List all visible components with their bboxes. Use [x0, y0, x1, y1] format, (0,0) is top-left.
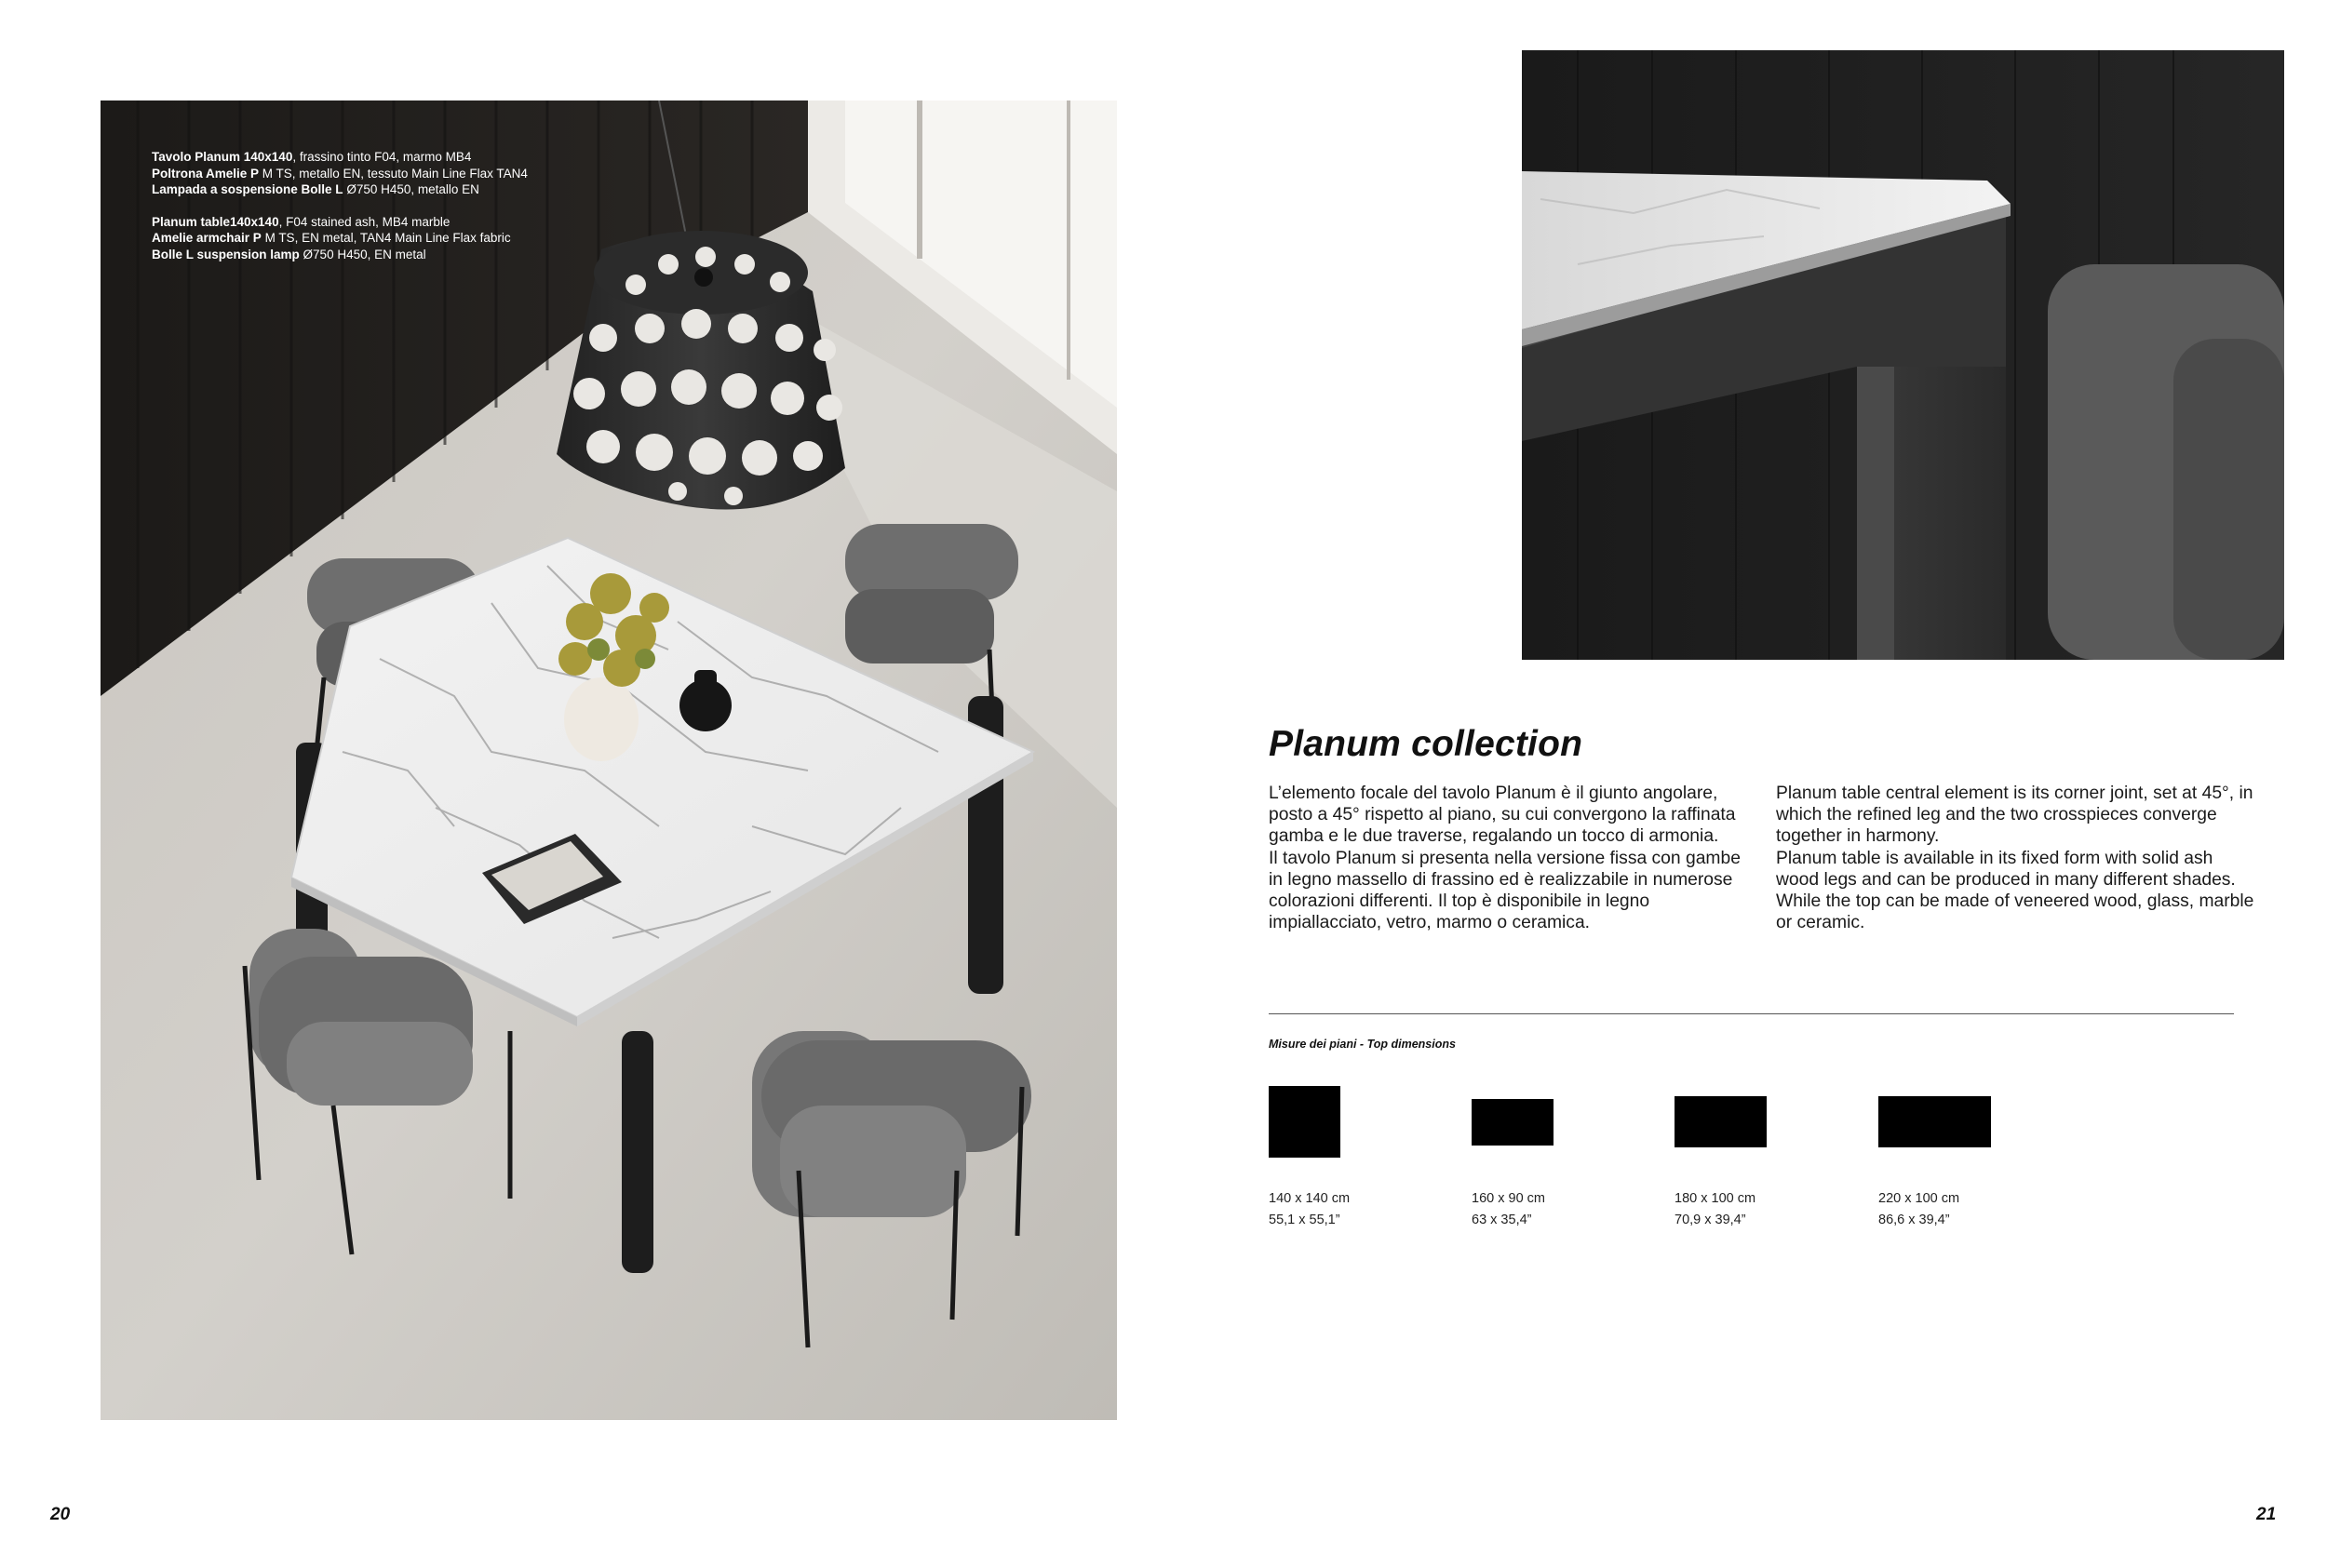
- room-photo: [101, 101, 1117, 1420]
- caption-line: Poltrona Amelie P M TS, metallo EN, tessuto Main Line Flax TAN4: [152, 166, 528, 181]
- dimension-180x100: [1675, 1188, 1755, 1231]
- dimension-cm: 160 x 90 cm: [1472, 1191, 1545, 1206]
- dimension-cm: 180 x 100 cm: [1675, 1191, 1756, 1206]
- dimensions-label: Misure dei piani - Top dimensions: [1269, 1038, 1456, 1051]
- caption-line: Tavolo Planum 140x140, frassino tinto F04, marmo MB4: [152, 150, 472, 164]
- paragraph: Planum table is available in its fixed form with solid ash wood legs and can be produced in many different shades. While the top can be made of veneered wood, glass, marble or ceramic.: [1776, 848, 2254, 933]
- caption-line: Planum table140x140, F04 stained ash, MB4 marble: [152, 214, 451, 229]
- dimension-inch: 55,1 x 55,1”: [1269, 1213, 1340, 1227]
- top-shape-140x140: [1269, 1086, 1340, 1158]
- dimension-inch: 63 x 35,4”: [1472, 1213, 1532, 1227]
- dimension-cm: 220 x 100 cm: [1878, 1191, 1960, 1206]
- collection-title: Planum collection: [1269, 724, 1583, 764]
- caption-line: Lampada a sospensione Bolle L Ø750 H450, metallo EN: [152, 182, 479, 196]
- top-shape-160x90: [1472, 1099, 1554, 1146]
- caption-line: Amelie armchair P M TS, EN metal, TAN4 Main Line Flax fabric: [152, 231, 511, 245]
- divider: [1269, 1013, 2234, 1014]
- dimension-cm: 140 x 140 cm: [1269, 1191, 1351, 1206]
- description-english: [1776, 783, 2260, 933]
- paragraph: Planum table central element is its corner joint, set at 45°, in which the refined leg and the two crosspieces converge together in harmony.: [1776, 784, 2253, 847]
- top-shape-220x100: [1878, 1096, 1991, 1147]
- description-italian: [1269, 783, 1753, 933]
- paragraph: L’elemento focale del tavolo Planum è il giunto angolare, posto a 45° rispetto al piano, su cui convergono la raffinata gamba e le due traverse, regalando un tocco di armonia.: [1269, 784, 1736, 847]
- dimension-inch: 70,9 x 39,4”: [1675, 1213, 1746, 1227]
- page-number-left: 20: [50, 1505, 71, 1524]
- photo-caption: [152, 149, 636, 262]
- detail-photo: [1522, 50, 2284, 660]
- dimension-220x100: [1878, 1188, 1959, 1231]
- top-shape-180x100: [1675, 1096, 1767, 1147]
- dimension-inch: 86,6 x 39,4”: [1878, 1213, 1950, 1227]
- caption-line: Bolle L suspension lamp Ø750 H450, EN metal: [152, 247, 426, 261]
- paragraph: Il tavolo Planum si presenta nella versione fissa con gambe in legno massello di frassino ed è realizzabile in numerose colorazioni differenti. Il top è disponibile in legno impiallacciato, vetro, marmo o ceramica.: [1269, 848, 1741, 933]
- dimension-160x90: [1472, 1188, 1545, 1231]
- page-number-right: 21: [2256, 1505, 2277, 1524]
- dimension-140x140: [1269, 1188, 1350, 1231]
